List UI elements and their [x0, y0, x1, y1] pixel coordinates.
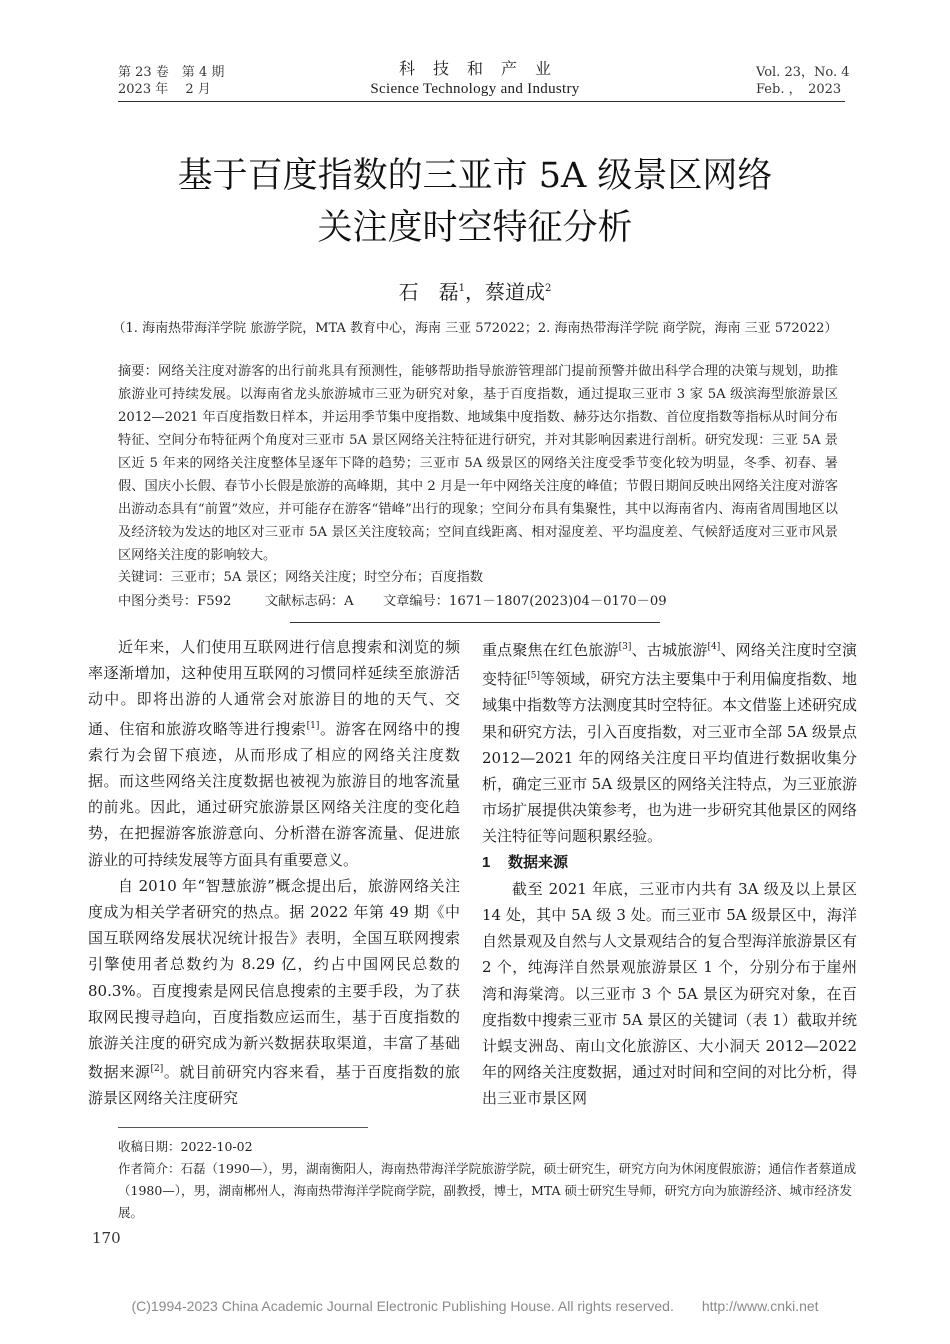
doc-code: A: [344, 594, 354, 609]
header-vol-no: Vol. 23，No. 4: [756, 65, 850, 80]
header-date-en: Feb. ， 2023: [756, 82, 842, 97]
author-1: 石 磊: [398, 280, 459, 304]
doc-code-label: 文献标志码：: [265, 594, 345, 609]
clc-code: F592: [197, 594, 232, 609]
classification-info: [118, 590, 838, 613]
keywords-label: 关键词：: [118, 570, 171, 585]
received-date: 收稿日期：2022-10-02: [118, 1139, 253, 1154]
article-number-label: 文章编号：: [383, 594, 449, 609]
citation: [2]: [150, 1064, 164, 1075]
citation: [1]: [306, 720, 320, 731]
footnotes: [118, 1136, 874, 1224]
title-line-1: 基于百度指数的三亚市 5A 级景区网络: [177, 156, 773, 196]
article-number: 1671－1807(2023)04－0170－09: [448, 594, 667, 609]
author-bio: 作者简介：石磊（1990—），男，湖南衡阳人，海南热带海洋学院旅游学院，硕士研究生，研究方向为休闲度假旅游；通信作者蔡道成（1980—），男，湖南郴州人，海南热带海洋学院商学院，副教授，博士，MTA 硕士研究生导师，研究方向为旅游经济、城市经济发展。: [118, 1161, 857, 1220]
citation: [5]: [527, 671, 541, 682]
author-separator: ，: [465, 280, 485, 304]
section-title: 数据来源: [508, 853, 569, 871]
title-line-2: 关注度时空特征分析: [317, 208, 633, 248]
abstract: [118, 360, 838, 567]
body-column-right: [482, 634, 857, 1112]
author-2: 蔡道成: [485, 280, 545, 304]
header-volume-issue: 第 23 卷 第 4 期: [118, 65, 225, 80]
citation: [4]: [707, 642, 721, 652]
paper-title: [100, 150, 850, 254]
paragraph: 截至 2021 年底，三亚市内共有 3A 级及以上景区 14 处，其中 5A 级 3 处。而三亚市 5A 级景区中，海洋自然景观及自然与人文景观结合的复合型海洋旅游景区有 2 个，纯海洋自然景观旅游景区 1 个，分别分布于崖州湾和海棠湾。以三亚市 3 个 5A 景区为研究对象，在百度指数中搜索三亚市 5A 景区的关键词（表 1）截取并统计蜈支洲岛、南山文化旅游区、大小洞天 2012—2022 年的网络关注度数据，通过对时间和空间的对比分析，得出三亚市景区网: [482, 879, 858, 1108]
clc-label: 中图分类号：: [118, 594, 198, 609]
author-list: [100, 276, 850, 305]
abstract-separator: [290, 622, 660, 623]
affiliation: （1. 海南热带海洋学院 旅游学院，MTA 教育中心，海南 三亚 572022；2. 海南热带海洋学院 商学院，海南 三亚 572022）: [112, 321, 838, 336]
header-volume-en: [756, 64, 850, 98]
paragraph: 近年来，人们使用互联网进行信息搜索和浏览的频率逐渐增加，这种使用互联网的习惯同样延续至旅游活动中。即将出游的人通常会对旅游目的地的天气、交通、住宿和旅游攻略等进行搜索[1]。游客在网络中的搜索行为会留下痕迹，从而形成了相应的网络关注度数据。而这些网络关注度数据也被视为旅游目的地客流量的前兆。因此，通过研究旅游景区网络关注度的变化趋势，在把握游客旅游意向、分析潜在游客流量、促进旅游业的可持续发展等方面具有重要意义。: [88, 638, 460, 869]
footnote-rule: [118, 1127, 368, 1128]
section-number: 1: [482, 853, 491, 871]
header-issue-info: [118, 64, 224, 98]
abstract-label: 摘要：: [118, 364, 159, 379]
header-date-cn: 2023 年 2 月: [118, 82, 211, 97]
keywords-text: 三亚市；5A 景区；网络关注度；时空分布；百度指数: [170, 570, 483, 585]
citation: [3]: [618, 642, 632, 652]
author-2-affil: 2: [545, 283, 552, 294]
header-rule: [118, 101, 845, 102]
paragraph: 自 2010 年“智慧旅游”概念提出后，旅游网络关注度成为相关学者研究的热点。据 2022 年第 49 期《中国互联网络发展状况统计报告》表明，全国互联网搜索引擎使用者总数约为 8.29 亿，约占中国网民总数的 80.3%。百度搜索是网民信息搜索的主要手段，为了获取网民搜寻趋向，百度指数应运而生，基于百度指数的旅游关注度的研究成为新兴数据获取渠道，丰富了基础数据来源[2]。就目前研究内容来看，基于百度指数的旅游景区网络关注度研究: [88, 876, 460, 1108]
paragraph: 重点聚焦在红色旅游[3]、古城旅游[4]、网络关注度时空演变特征[5]等领域，研究方法主要集中于利用偏度指数、地域集中指数等方法测度其时空特征。本文借鉴上述研究成果和研究方法，引入百度指数，对三亚市全部 5A 级景点 2012—2021 年的网络关注度日平均值进行数据收集分析，确定三亚市 5A 级景区的网络关注特点，为三亚旅游市场扩展提供决策参考，也为进一步研究其他景区的网络关注特征等问题积累经验。: [482, 641, 858, 846]
abstract-text: 网络关注度对游客的出行前兆具有预测性，能够帮助指导旅游管理部门提前预警并做出科学合理的决策与规划，助推旅游业可持续发展。以海南省龙头旅游城市三亚为研究对象，基于百度指数，通过提取三亚市 3 家 5A 级滨海型旅游景区 2012—2021 年百度指数日样本，并运用季节集中度指数、地域集中度指数、赫芬达尔指数、首位度指数等指标从时间分布特征、空间分布特征两个角度对三亚市 5A 景区网络关注特征进行研究，并对其影响因素进行剖析。研究发现：三亚 5A 景区近 5 年来的网络关注度整体呈逐年下降的趋势；三亚市 5A 级景区的网络关注度受季节变化较为明显，冬季、初春、暑假、国庆小长假、春节小长假是旅游的高峰期，其中 2 月是一年中网络关注度的峰值；节假日期间反映出网络关注度对游客出游动态具有“前置”效应，并可能存在游客“错峰”出行的现象；空间分布具有集聚性，其中以海南省内、海南省周围地区以及经济较为发达的地区对三亚市 5A 景区关注度较高；空间直线距离、相对湿度差、平均温度差、气候舒适度对三亚市风景区网络关注度的影响较大。: [118, 364, 839, 563]
journal-name-cn: 科技和产业: [398, 59, 569, 78]
journal-name-en: Science Technology and Industry: [370, 81, 580, 97]
copyright-watermark: (C)1994-2023 China Academic Journal Electronic Publishing House. All rights reserved. http://www.cnki.net: [131, 1298, 819, 1314]
header-journal: [300, 58, 650, 98]
body-column-left: [88, 634, 460, 1112]
keywords: [118, 566, 838, 589]
page-number: 170: [92, 1229, 121, 1247]
author-1-affil: 1: [458, 283, 465, 294]
section-heading: [482, 850, 857, 876]
